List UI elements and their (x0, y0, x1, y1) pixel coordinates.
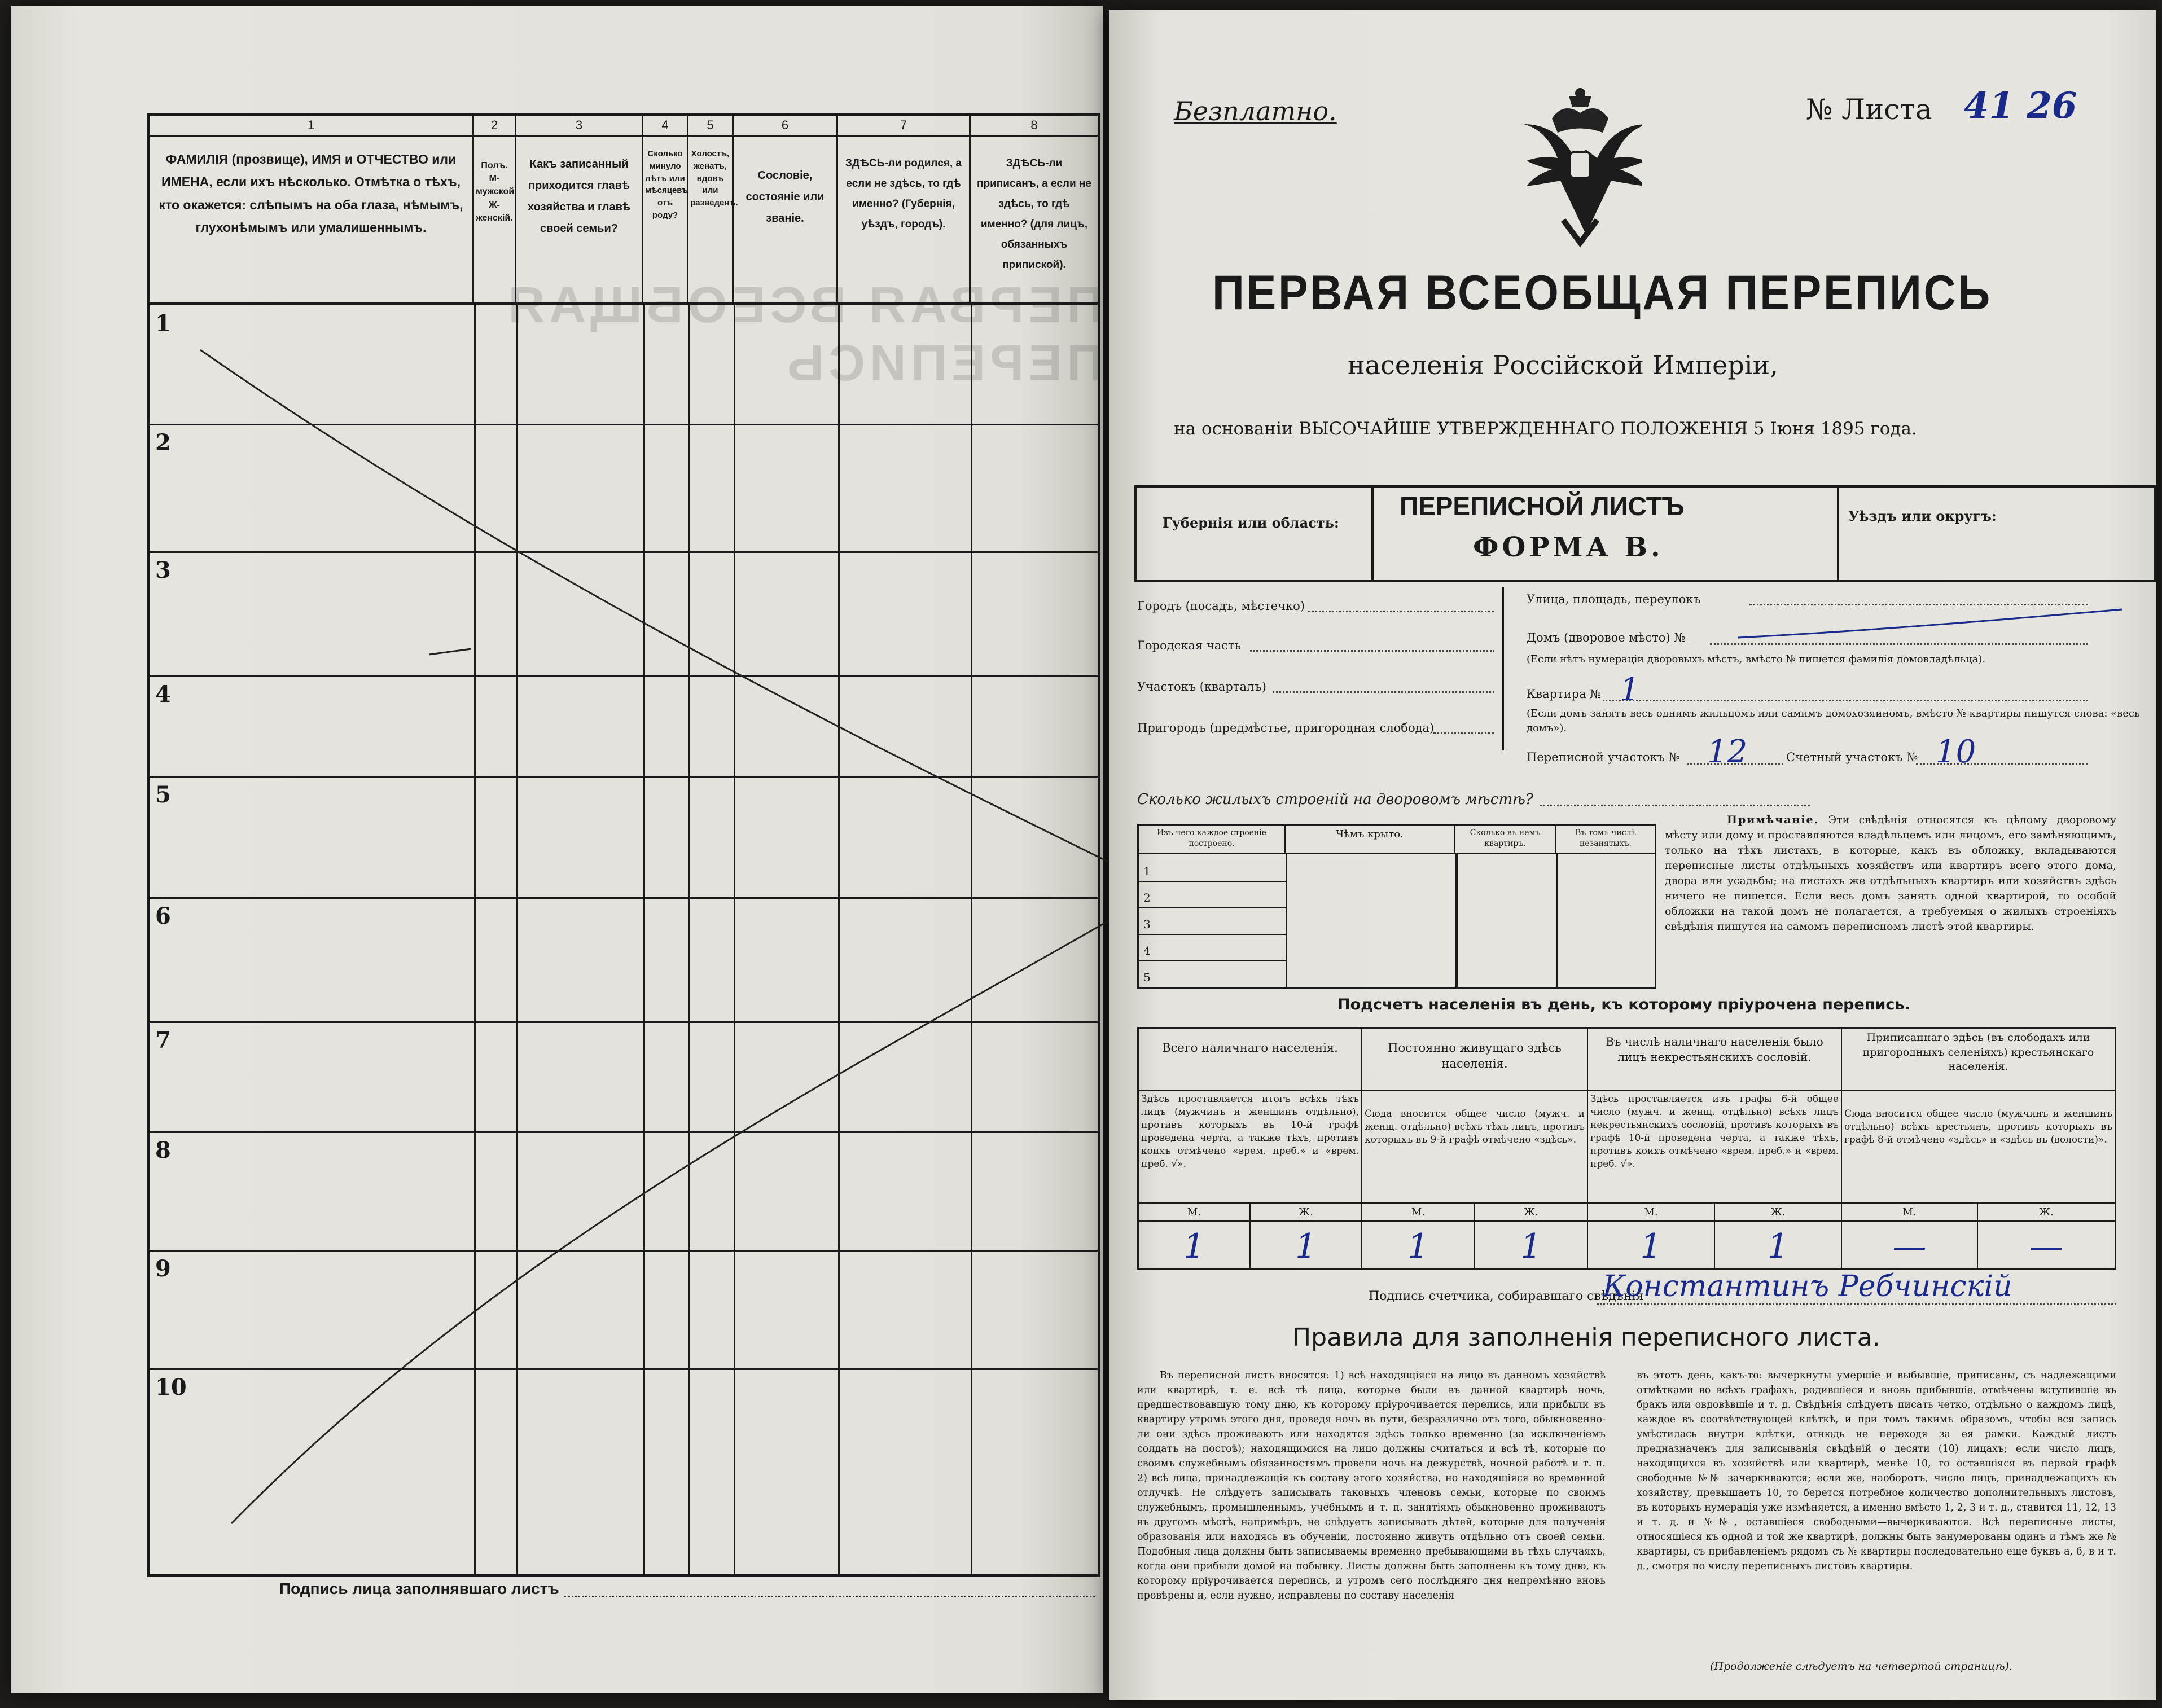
count-title: Подсчетъ населенія въ день, къ которому пріурочена перепись. (1337, 996, 1910, 1013)
count-value: 1 (1588, 1222, 1715, 1268)
subtitle: населенія Россійской Имперіи, (1348, 350, 1778, 380)
left-signature-line (564, 1596, 1095, 1597)
suburb-label: Пригородъ (предмѣстье, пригородная слобода) (1137, 721, 1435, 735)
count-value: 1 (1139, 1222, 1251, 1268)
count-value: 1 (1251, 1222, 1362, 1268)
apartment-note: (Если домъ занятъ весь однимъ жильцомъ или самимъ домохозяиномъ, вмѣсто № квартиры пишутся слова: «весь домъ»). (1527, 708, 2140, 734)
count-value: — (1842, 1222, 1978, 1268)
row-number: 2 (155, 429, 171, 456)
row-number: 5 (155, 781, 171, 808)
rules-text-right: въ этотъ день, какъ-то: вычеркнуты умершіе и выбывшіе, приписаны, съ надлежащими отмѣтками во всѣхъ графахъ, родившіеся и вновь прибывшіе, отмѣчены вступившіе въ бракъ или овдовѣвшіе и т. д. Свѣдѣнія слѣдуетъ писать четко, отдѣльно о каждомъ лицѣ, каждое въ соотвѣтствующей клѣткѣ, и при томъ такимъ образомъ, чтобы вся запись умѣстилась внутри клѣтки, отнюдь не переходя за ея рамки. Каждый листъ предназначенъ для записыванія свѣдѣній о десяти (10) лицахъ; если число лицъ, находящихся въ хозяйствѣ или квартирѣ, менѣе 10, то оставшіяся въ первой графѣ свободные №№ зачеркиваются; если же, наоборотъ, число лицъ, принадлежащихъ къ хозяйству, превышаетъ 10, то берется потребное количество дополнительныхъ листовъ, въ которыхъ нумерація уже измѣняется, а именно вмѣсто 1, 2, 3 и т. д., ставится 11, 12, 13 и т. д. и №№, оставшіеся свободными—вычеркиваются. Всѣ переписные листы, относящіеся къ одной и той же квартирѣ, должны быть занумерованы одинъ и тѣмъ же № квартиры, съ прибавленіемъ рядомъ съ № квартиры последовательно еще буквъ а, б, в и т. д., смотря по числу переписныхъ листовъ квартиры. (1637, 1370, 2116, 1572)
col-header-3: 3 Какъ записанный приходится главѣ хозяйства и главѣ своей семьи? (516, 116, 643, 302)
count-value: 1 (1715, 1222, 1842, 1268)
apartment-label: Квартира № (1527, 687, 1602, 701)
uezd-label: Уѣздъ или округъ: (1848, 508, 1997, 524)
count-value: — (2029, 1227, 2063, 1266)
sheet-title: ПЕРЕПИСНОЙ ЛИСТЪ (1400, 491, 1685, 521)
main-title: ПЕРВАЯ ВСЕОБЩАЯ ПЕРЕПИСЬ (1212, 266, 1992, 320)
col-header-7: 7 ЗДѢСЬ-ли родился, а если не здѣсь, то гдѣ именно? (Губернія, уѣздъ, городъ). (838, 116, 971, 302)
rules-text-left: Въ переписной листъ вносятся: 1) всѣ находящіяся на лицо въ данномъ хозяйствѣ или квартирѣ, т. е. всѣ тѣ лица, которые были въ данной квартирѣ ночь, предшествовавшую тому дню, къ которому пріурочивается перепись, или прибыли въ квартиру утромъ этого дня, проведя ночь въ пути, безразлично отъ того, обыкновенно-ли они здѣсь проживаютъ или находятся здѣсь только временно (за исключеніемъ солдатъ на постоѣ); находящимися на лицо должны считаться и всѣ тѣ, которые по своимъ служебнымъ обязанностямъ провели ночь на дежурствѣ, ночной работѣ и т. п. 2) всѣ лица, принадлежащія къ составу этого хозяйства, но находящіяся во временной отлучкѣ. Не слѣдуетъ записывать таковыхъ членовъ семьи, которые по своимъ служебнымъ, промышленнымъ, учебнымъ и т. п. занятіямъ обыкновенно проживаютъ въ другомъ мѣстѣ, напримѣръ, не слѣдуетъ записывать дѣтей, которые для полученія образованія или находясь въ обученіи, постоянно живутъ отдѣльно отъ своей семьи. Подобныя лица должны быть записываемы временно пребывающими въ тѣхъ случаяхъ, когда они прибыли домой на побывку. Листы должны быть заполнены къ тому дню, къ которому пріурочивается перепись, и утромъ сего послѣдняго дня непремѣнно вновь провѣрены и, если нужно, исправлены по составу населенія (1137, 1370, 1606, 1601)
street-label: Улица, площадь, переулокъ (1527, 592, 1701, 606)
suburb-field[interactable] (1433, 732, 1494, 734)
continued-note: (Продолженіе слѣдуетъ на четвертой страницѣ). (1710, 1660, 2012, 1672)
buildings-table: Изъ чего каждое строеніе построено. Чѣмъ крыто. Сколько въ немъ квартиръ. Въ томъ числѣ незанятыхъ. 1 2 3 4 5 (1137, 824, 1656, 989)
strike-line-lower (231, 914, 1120, 1523)
field-divider (1502, 587, 1504, 750)
count-district-handwritten: 10 (1936, 734, 1976, 770)
counter-signature-handwritten: Константинъ Ребчинскій (1603, 1270, 2012, 1303)
basis-text: на основаніи ВЫСОЧАЙШЕ УТВЕРЖДЕННАГО ПОЛОЖЕНІЯ 5 Іюня 1895 года. (1174, 419, 1917, 439)
count-district-label: Счетный участокъ № (1786, 750, 1918, 764)
bleed-through: ПЕРВАЯ ВСЕОБЩАЯ ПЕРЕПИСЬ (503, 277, 1103, 392)
form-label: ФОРМА В. (1473, 532, 1664, 563)
imperial-eagle-icon (1518, 85, 1642, 254)
city-field[interactable] (1308, 611, 1494, 612)
apartment-field[interactable] (1603, 700, 2088, 701)
sheet-number-handwritten: 41 26 (1964, 85, 2077, 127)
row-number: 9 (155, 1255, 171, 1282)
apartment-handwritten: 1 (1620, 671, 1640, 708)
city-part-label: Городская часть (1137, 639, 1242, 652)
frame-divider (1371, 485, 1374, 582)
free-label: Безплатно. (1174, 96, 1337, 126)
house-label: Домъ (дворовое мѣсто) № (1527, 631, 1686, 644)
city-label: Городъ (посадъ, мѣстечко) (1137, 599, 1305, 613)
count-value: 1 (1362, 1222, 1475, 1268)
house-note: (Если нѣтъ нумераціи дворовыхъ мѣстъ, вмѣсто № пишется фамилія домовладѣльца). (1527, 653, 1986, 665)
stray-mark (429, 649, 471, 655)
row-number: 6 (155, 903, 171, 929)
count-table: Всего наличнаго населенія. Постоянно живущаго здѣсь населенія. Въ числѣ наличнаго населенія было лицъ некрестьянскихъ сословій. Приписаннаго здѣсь (въ слободахъ или пригородныхъ селеніяхъ) крестьянскаго населенія. Здѣсь проставляется итогъ всѣхъ тѣхъ лицъ (мужчинъ и женщинъ отдѣльно), противъ которыхъ въ 10-й графѣ проведена черта, а также тѣхъ, противъ коихъ отмѣчено «врем. преб.» и «врем. преб. √». Сюда вносится общее число (мужч. и женщ. отдѣльно) всѣхъ тѣхъ лицъ, противъ которыхъ въ 9-й графѣ отмѣчено «здѣсь». Здѣсь проставляется изъ графы 6-й общее число (мужч. и женщ. отдѣльно) всѣхъ лицъ некрестьянскихъ сословій, противъ которыхъ въ графѣ 10-й проведена черта, а также тѣхъ, противъ коихъ отмѣчено «врем. преб.» и «врем. преб. √». Сюда вносится общее число (мужчинъ и женщинъ отдѣльно) всѣхъ крестьянъ, противъ которыхъ въ графѣ 8-й отмѣчено «здѣсь» и «здѣсь въ (волости)». М. Ж. М. Ж. М. Ж. М. Ж. 1 1 1 1 1 1 — — (1137, 1027, 2116, 1270)
left-signature-label: Подпись лица заполнявшаго листъ (279, 1580, 559, 1597)
col-header-4: 4 Сколько минуло лѣтъ или мѣсяцевъ отъ роду? (643, 116, 688, 302)
gubernia-label: Губернія или область: (1163, 515, 1339, 531)
rules-title: Правила для заполненія переписного листа. (1292, 1323, 1880, 1352)
count-value: 1 (1475, 1222, 1588, 1268)
counter-signature-label: Подпись счетчика, собиравшаго свѣдѣнія (1369, 1289, 1644, 1303)
row-number: 4 (155, 681, 171, 708)
counter-signature-line (1597, 1303, 2116, 1305)
buildings-field[interactable] (1540, 805, 1810, 806)
sheet-number-label: № Листа (1806, 93, 1932, 126)
col-header-6: 6 Сословіе, состояніе или званіе. (734, 116, 838, 302)
row-number: 10 (155, 1374, 187, 1400)
frame-divider (1837, 485, 1839, 582)
buildings-row-numbers: 1 2 3 4 5 (1143, 864, 1151, 984)
row-number: 7 (155, 1027, 171, 1053)
census-district-label: Переписной участокъ № (1527, 750, 1680, 764)
col-header-1: 1 ФАМИЛІЯ (прозвище), ИМЯ и ОТЧЕСТВО или ИМЕНА, если ихъ нѣсколько. Отмѣтка о тѣхъ, кто окажется: слѣпымъ на оба глаза, нѣмымъ, глухонѣмымъ или умалишеннымъ. (150, 116, 474, 302)
strike-line-upper (200, 350, 1123, 869)
col-header-2: 2 Полъ. М-мужской. Ж-женскій. (474, 116, 516, 302)
district-label: Участокъ (кварталъ) (1137, 680, 1266, 693)
note-text: Примѣчаніе. Эти свѣдѣнія относятся къ цѣлому дворовому мѣсту или дому и проставляются владѣльцемъ или лицомъ, его замѣняющимъ, только на тѣхъ листахъ, в которые, какъ въ обложку, вкладываются переписные листы отдѣльныхъ хозяйствъ или квартиръ всего этого дома, двора или усадьбы; на листахъ же отдѣльныхъ квартиръ или хозяйствъ здѣсь ничего не пишется. Если весь домъ занятъ одной квартирой, то особой обложки на такой домъ не полагается, а требуемыя о жилыхъ строеніяхъ свѣдѣнія пишутся на самомъ переписномъ листѣ этой квартиры. (1665, 814, 2116, 933)
row-number: 8 (155, 1137, 171, 1163)
col-header-8: 8 ЗДѢСЬ-ли приписанъ, а если не здѣсь, то гдѣ именно? (для лицъ, обязанныхъ припиской). (971, 116, 1098, 302)
city-part-field[interactable] (1250, 650, 1494, 652)
house-pen-stroke (1738, 598, 2122, 649)
row-number: 3 (155, 557, 171, 583)
buildings-question: Сколько жилыхъ строеній на дворовомъ мѣстѣ? (1137, 791, 1533, 808)
col-header-5: 5 Холостъ, женатъ, вдовъ или разведенъ. (688, 116, 734, 302)
row-number: 1 (155, 310, 171, 337)
census-district-handwritten: 12 (1707, 734, 1748, 770)
district-field[interactable] (1273, 691, 1494, 693)
